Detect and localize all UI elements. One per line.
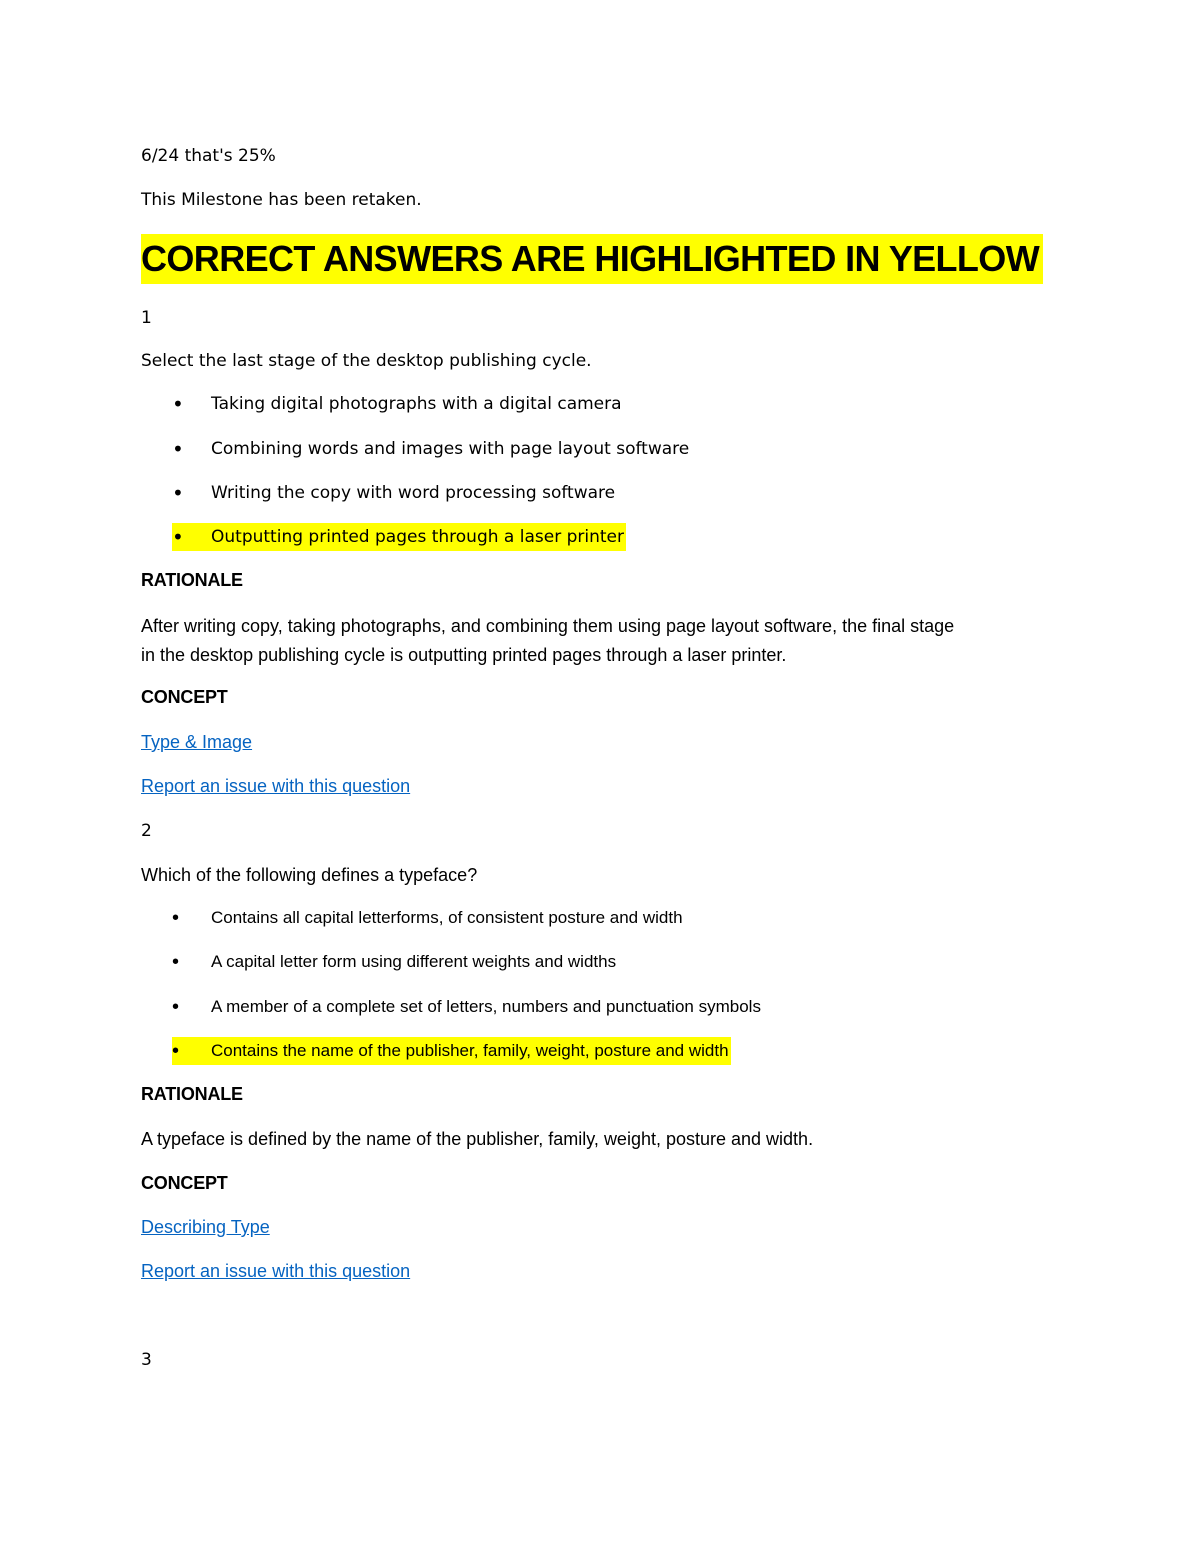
rationale-text: A typeface is defined by the name of the publisher, family, weight, posture and width. <box>141 1129 814 1149</box>
report-issue-link[interactable]: Report an issue with this question <box>141 1261 411 1281</box>
answer-option[interactable] <box>172 435 689 463</box>
highlight-banner: CORRECT ANSWERS ARE HIGHLIGHTED IN YELLOW <box>141 234 1043 284</box>
concept-heading: CONCEPT <box>141 1173 228 1193</box>
rationale-heading: RATIONALE <box>141 570 243 590</box>
option-label: Taking digital photographs with a digital camera <box>211 394 622 414</box>
answer-option-correct[interactable] <box>172 1037 731 1065</box>
option-label: Combining words and images with page layout software <box>211 439 690 459</box>
concept-link[interactable]: Type & Image <box>141 732 253 752</box>
option-label: Contains the name of the publisher, family, weight, posture and width <box>211 1041 729 1060</box>
answer-option-correct[interactable] <box>172 523 626 551</box>
option-label: Outputting printed pages through a laser printer <box>211 527 624 547</box>
bullet-icon: • <box>172 951 180 973</box>
option-label: Contains all capital letterforms, of consistent posture and width <box>211 908 683 927</box>
status-line: This Milestone has been retaken. <box>141 190 422 210</box>
rationale-text: in the desktop publishing cycle is outputting printed pages through a laser printer. <box>141 645 787 665</box>
option-label: A capital letter form using different weights and widths <box>211 952 617 971</box>
question-prompt: Select the last stage of the desktop publishing cycle. <box>141 351 592 371</box>
question-number: 3 <box>141 1350 152 1370</box>
score-line: 6/24 that's 25% <box>141 146 276 166</box>
bullet-icon: • <box>172 996 180 1018</box>
concept-heading: CONCEPT <box>141 687 228 707</box>
bullet-icon: • <box>172 1040 180 1062</box>
question-number: 1 <box>141 308 152 328</box>
bullet-icon: • <box>172 525 184 549</box>
bullet-icon: • <box>172 907 180 929</box>
concept-link[interactable]: Describing Type <box>141 1217 270 1237</box>
answer-option[interactable] <box>172 993 761 1021</box>
answer-option[interactable] <box>172 948 616 976</box>
answer-option[interactable] <box>172 479 615 507</box>
answer-option[interactable] <box>172 390 622 418</box>
rationale-heading: RATIONALE <box>141 1084 243 1104</box>
bullet-icon: • <box>172 437 184 461</box>
option-label: A member of a complete set of letters, numbers and punctuation symbols <box>211 997 761 1016</box>
question-number: 2 <box>141 821 152 841</box>
option-label: Writing the copy with word processing software <box>211 483 616 503</box>
question-prompt: Which of the following defines a typeface? <box>141 865 478 885</box>
rationale-text: After writing copy, taking photographs, and combining them using page layout software, the final stage <box>141 616 955 636</box>
answer-option[interactable] <box>172 904 683 932</box>
bullet-icon: • <box>172 481 184 505</box>
bullet-icon: • <box>172 392 184 416</box>
report-issue-link[interactable]: Report an issue with this question <box>141 776 411 796</box>
